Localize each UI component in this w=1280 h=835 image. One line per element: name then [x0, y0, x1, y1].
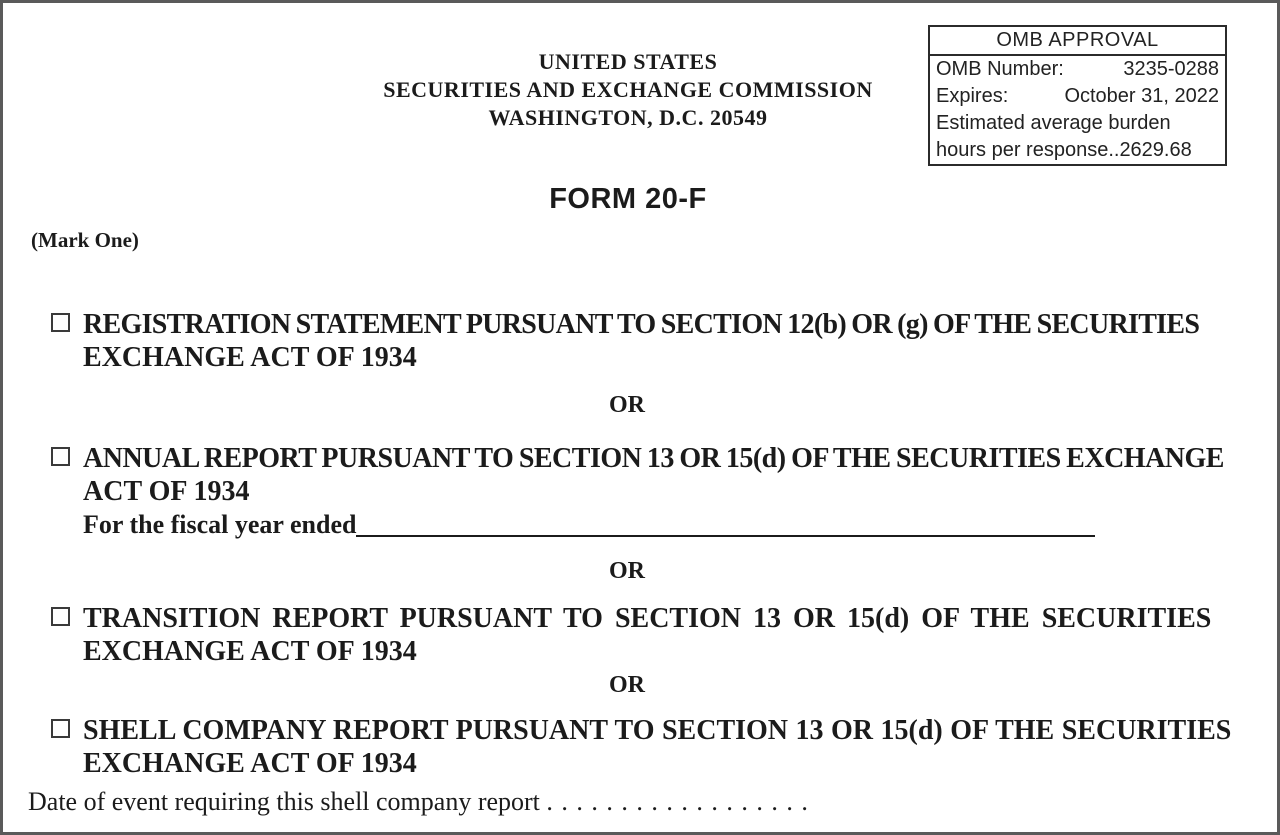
- header-sec-commission: SECURITIES AND EXCHANGE COMMISSION: [383, 77, 873, 102]
- option-registration-statement: [51, 308, 1227, 374]
- omb-number-value: 3235-0288: [1123, 58, 1219, 80]
- omb-number-label: OMB Number:: [936, 58, 1064, 80]
- form-options: [3, 308, 1277, 780]
- option-text-line: ACT OF 1934: [83, 476, 250, 507]
- mark-one-label: (Mark One): [31, 228, 139, 252]
- omb-number-row: [930, 56, 1225, 83]
- registration-statement-checkbox[interactable]: [51, 313, 70, 332]
- omb-expires-label: Expires:: [936, 85, 1009, 107]
- option-text-line: EXCHANGE ACT OF 1934: [83, 748, 417, 779]
- shell-company-report-checkbox[interactable]: [51, 719, 70, 738]
- omb-expires-row: [930, 83, 1225, 110]
- shell-report-date-row: [3, 786, 1277, 818]
- header-united-states: UNITED STATES: [538, 49, 718, 74]
- shell-report-date-label: Date of event requiring this shell company report: [28, 787, 540, 816]
- option-text-line: EXCHANGE ACT OF 1934: [83, 342, 417, 373]
- or-separator: OR: [609, 392, 645, 418]
- option-text-line: SHELL COMPANY REPORT PURSUANT TO SECTION 13 OR 15(d) OF THE SECURITIES: [83, 715, 1232, 746]
- or-separator: OR: [609, 672, 645, 698]
- or-separator: OR: [609, 558, 645, 584]
- omb-approval-box: [928, 25, 1227, 166]
- header-washington-dc: WASHINGTON, D.C. 20549: [488, 105, 768, 130]
- option-text-line: EXCHANGE ACT OF 1934: [83, 636, 417, 667]
- option-annual-report: [51, 442, 1227, 542]
- date-dot-leader: . . . . . . . . . . . . . . . . . .: [546, 787, 809, 816]
- omb-burden-line-1: Estimated average burden: [936, 112, 1171, 134]
- option-transition-report: [51, 602, 1227, 668]
- omb-burden-line-2: hours per response..2629.68: [936, 139, 1192, 161]
- fiscal-year-input-line[interactable]: [356, 535, 1095, 537]
- omb-expires-value: October 31, 2022: [1064, 85, 1219, 107]
- form-title: FORM 20-F: [549, 183, 707, 215]
- omb-approval-title: OMB APPROVAL: [930, 27, 1225, 56]
- option-text-line: ANNUAL REPORT PURSUANT TO SECTION 13 OR 15(d) OF THE SECURITIES EXCHANGE: [83, 443, 1224, 474]
- transition-report-checkbox[interactable]: [51, 607, 70, 626]
- option-text-line: REGISTRATION STATEMENT PURSUANT TO SECTION 12(b) OR (g) OF THE SECURITIES: [83, 309, 1200, 340]
- annual-report-checkbox[interactable]: [51, 447, 70, 466]
- option-shell-company-report: [51, 714, 1232, 780]
- fiscal-year-label: For the fiscal year ended: [83, 510, 357, 539]
- fiscal-year-row: [83, 508, 1095, 542]
- option-text-line: TRANSITION REPORT PURSUANT TO SECTION 13 OR 15(d) OF THE SECURITIES: [83, 603, 1212, 634]
